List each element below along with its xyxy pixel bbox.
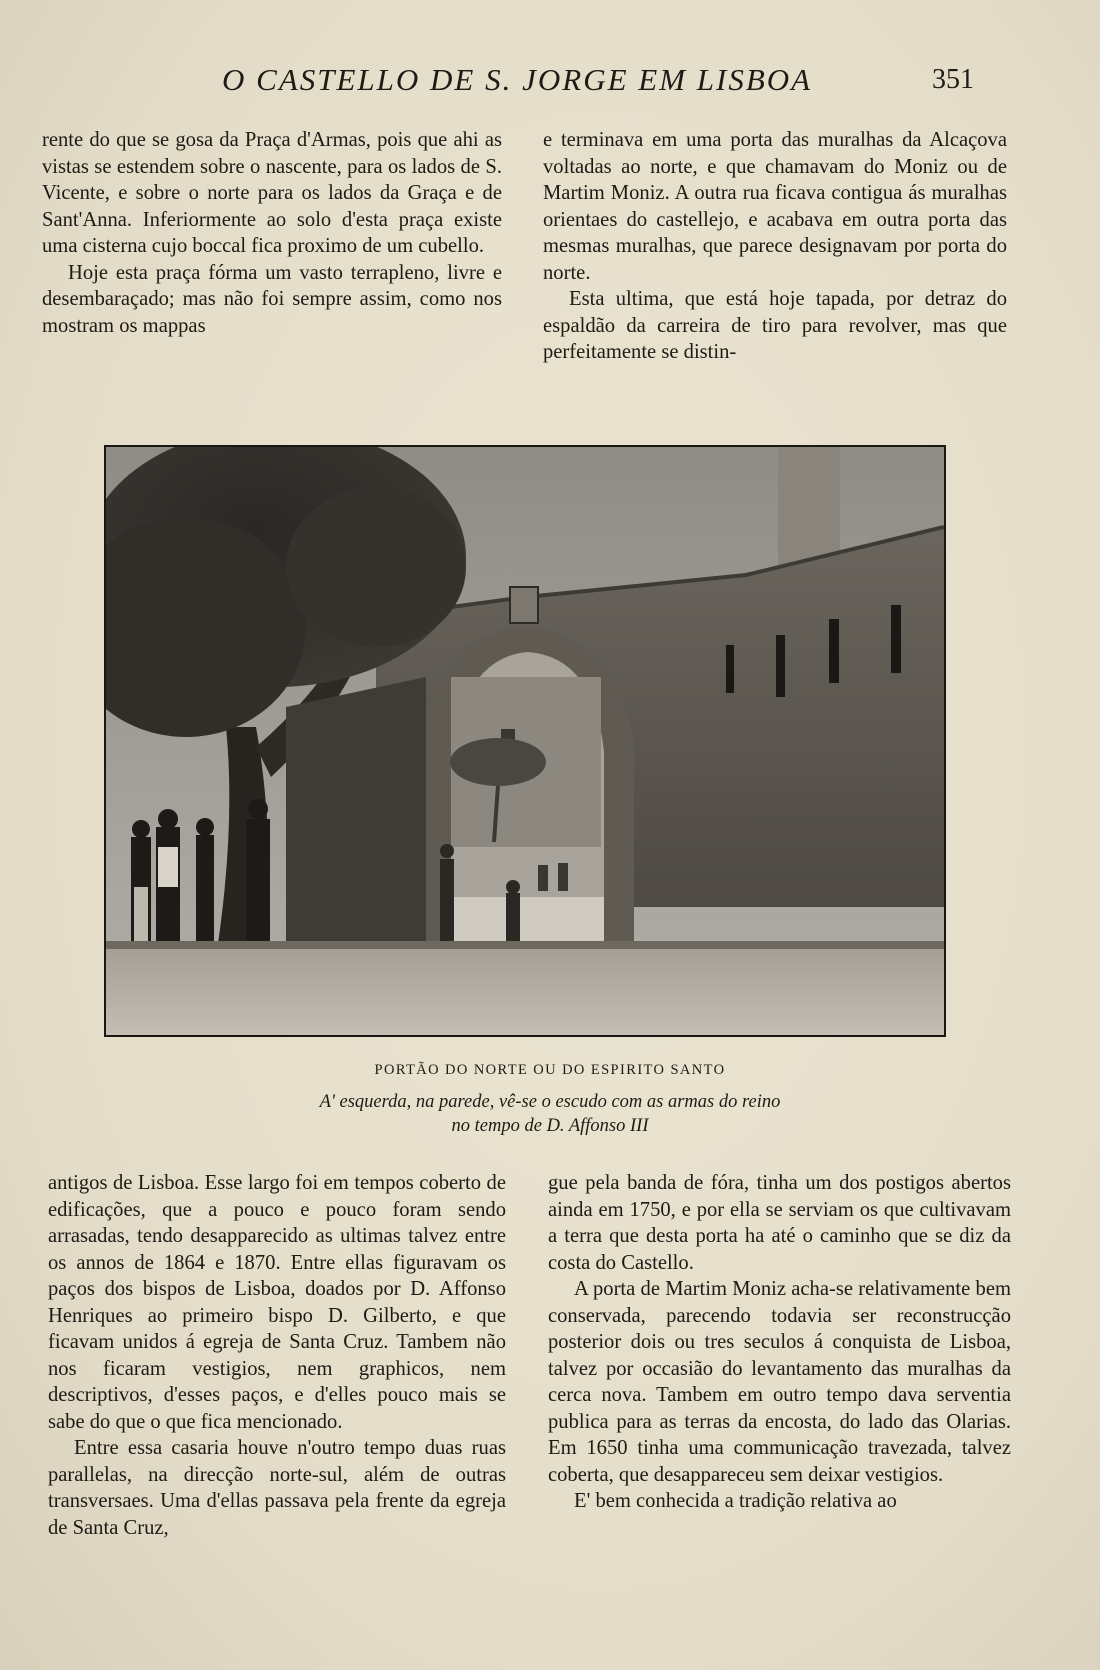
- column-bottom-right: [548, 1170, 1011, 1515]
- column-bottom-left: [48, 1170, 506, 1541]
- caption-line: A' esquerda, na parede, vê-se o escudo com as armas do reino: [319, 1092, 781, 1112]
- figure-caption-title: PORTÃO DO NORTE OU DO ESPIRITO SANTO: [374, 1062, 726, 1078]
- column-top-left: [42, 127, 502, 339]
- running-header: [0, 62, 1100, 106]
- photograph-illustration: [106, 447, 944, 1035]
- photograph-north-gate: [104, 445, 946, 1037]
- paragraph: Entre essa casaria houve n'outro tempo duas ruas parallelas, na direcção norte-sul, além de outras transversaes. Uma d'ellas passava pela frente da egreja de Santa Cruz,: [48, 1437, 506, 1539]
- paragraph: Esta ultima, que está hoje tapada, por detraz do espaldão da carreira de tiro para revolver, mas que perfeitamente se distin-: [543, 288, 1007, 363]
- paragraph: rente do que se gosa da Praça d'Armas, pois que ahi as vistas se estendem sobre o nascente, para os lados de S. Vicente, e sobre o norte para os lados da Graça e de Sant'Anna. Inferiormente ao solo d'esta praça existe uma cisterna cujo boccal fica proximo de um cubello.: [42, 129, 502, 257]
- page-number: 351: [932, 64, 974, 95]
- paragraph: E' bem conhecida a tradição relativa ao: [574, 1490, 897, 1512]
- paragraph: A porta de Martim Moniz acha-se relativamente bem conservada, parecendo todavia ser reconstrucção posterior dois ou tres seculos á conquista de Lisboa, talvez por occasião do levantamento das muralhas da cerca nova. Tambem em outro tempo dava serventia publica para as terras da encosta, do lado das Olarias. Em 1650 tinha uma communicação travezada, talvez coberta, que desappareceu sem deixar vestigios.: [548, 1278, 1011, 1486]
- paragraph: Hoje esta praça fórma um vasto terrapleno, livre e desembaraçado; mas não foi sempre assim, como nos mostram os mappas: [42, 261, 502, 337]
- paragraph: antigos de Lisboa. Esse largo foi em tempos coberto de edificações, que a pouco e pouco foram sendo arrasadas, tendo desapparecido as ultimas talvez entre os annos de 1864 e 1870. Entre ellas figuravam os paços dos bispos de Lisboa, doados por D. Affonso Henriques ao primeiro bispo D. Gilberto, e que ficavam unidos á egreja de Santa Cruz. Tambem não nos ficaram vestigios, nem graphicos, nem descriptivos, d'esses paços, e d'elles pouco mais se sabe do que o que fica mencionado.: [48, 1172, 506, 1433]
- column-top-right: [543, 127, 1007, 366]
- running-title: O CASTELLO DE S. JORGE EM LISBOA: [222, 62, 813, 97]
- figure-caption-subtitle: [0, 1090, 1100, 1138]
- paragraph: gue pela banda de fóra, tinha um dos postigos abertos ainda em 1750, e por ella se serviam os que cultivavam a terra que desta porta ha até o caminho que se diz da costa do Castello.: [548, 1172, 1011, 1274]
- paragraph: e terminava em uma porta das muralhas da Alcaçova voltadas ao norte, e que chamavam do Moniz ou de Martim Moniz. A outra rua ficava contigua ás muralhas orientaes do castellejo, e acabava em outra porta das mesmas muralhas, que parece designavam por porta do norte.: [543, 129, 1007, 284]
- caption-line: no tempo de D. Affonso III: [451, 1116, 649, 1136]
